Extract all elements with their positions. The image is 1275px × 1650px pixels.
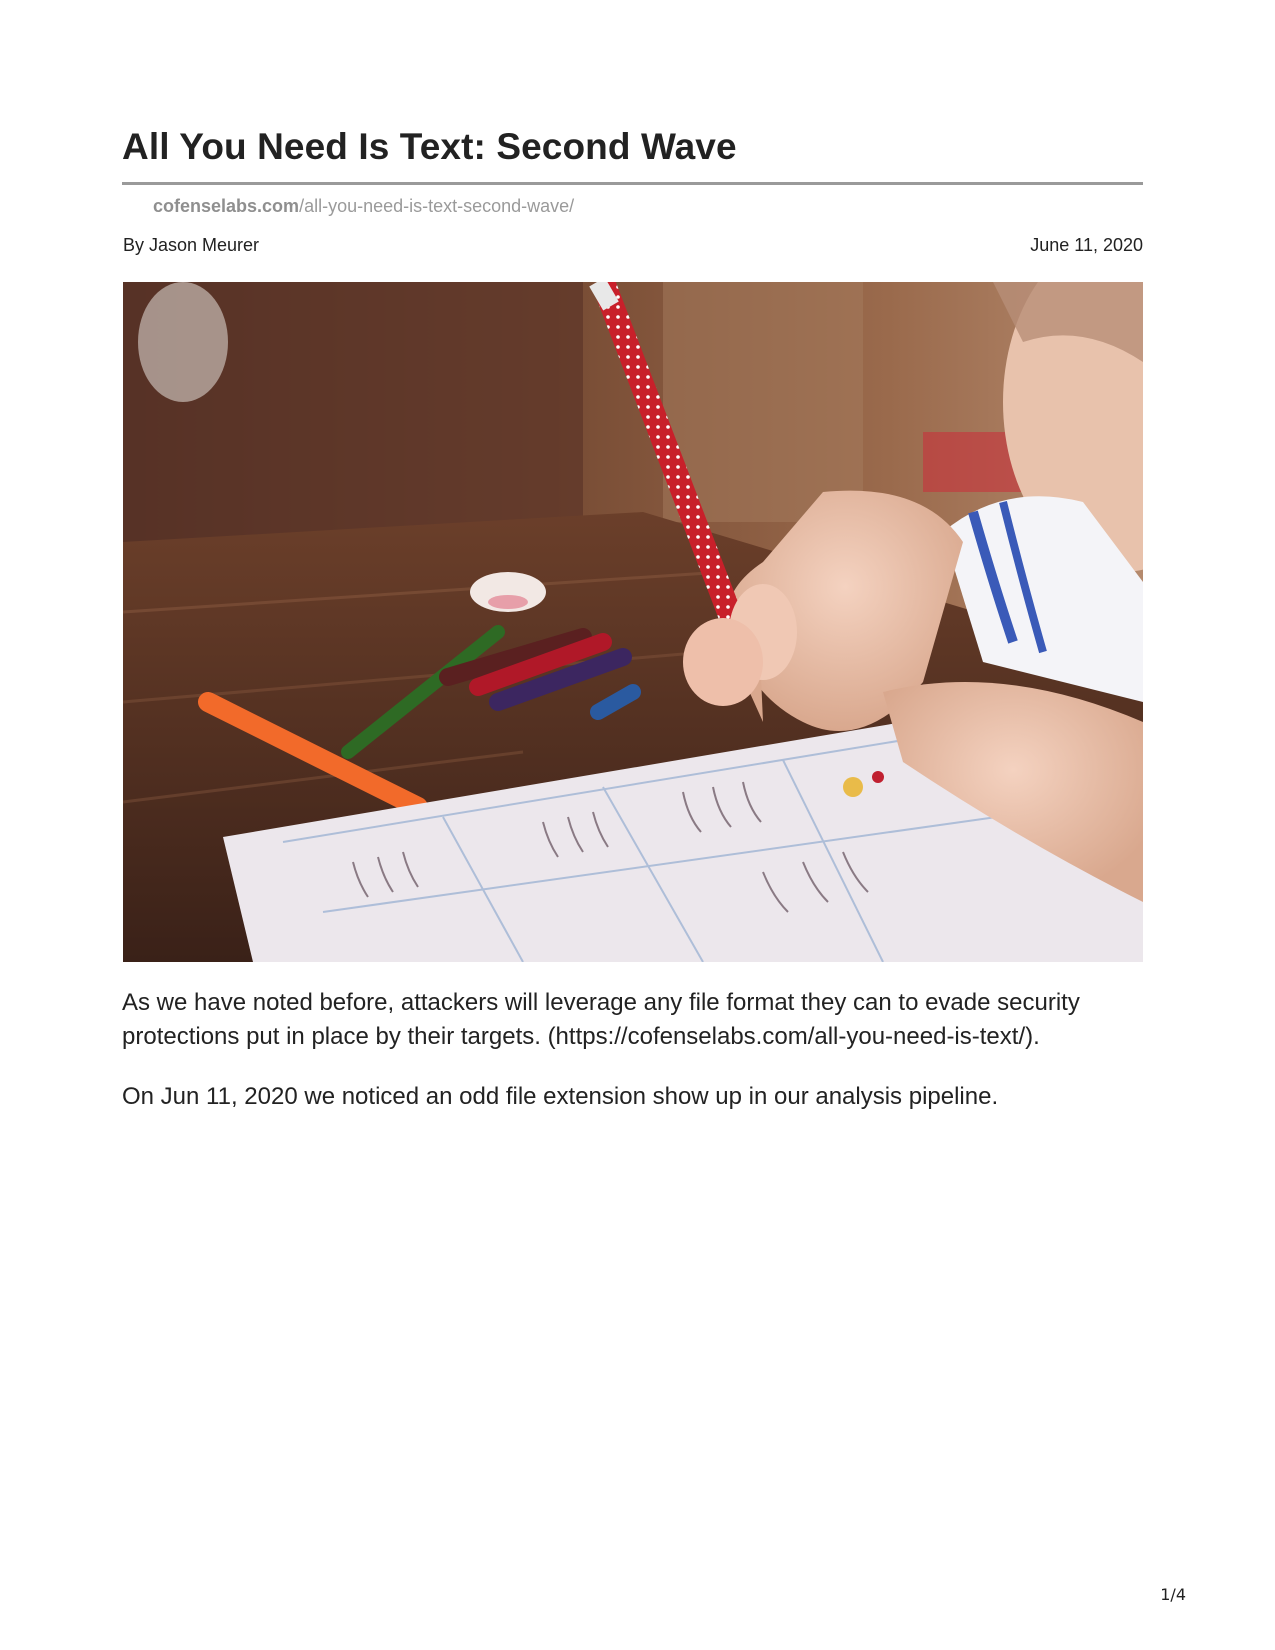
body-paragraph: On Jun 11, 2020 we noticed an odd file extension show up in our analysis pipeline. <box>122 1083 999 1110</box>
hero-image <box>123 282 1143 962</box>
article-date: June 11, 2020 <box>1030 235 1143 255</box>
photo-child-writing-icon <box>123 282 1143 962</box>
body-paragraph: As we have noted before, attackers will leverage any file format they can to evade security protections put in place by their targets. (https://cofenselabs.com/all-you-need-is-text/). <box>122 989 1080 1050</box>
article-byline: By Jason Meurer <box>123 235 260 255</box>
title-divider <box>122 182 1143 185</box>
source-url[interactable] <box>153 196 574 217</box>
source-domain: cofenselabs.com <box>153 196 300 216</box>
page-number: 1/4 <box>1160 1585 1186 1604</box>
article-title: All You Need Is Text: Second Wave <box>122 126 737 167</box>
source-path: /all-you-need-is-text-second-wave/ <box>299 196 575 216</box>
